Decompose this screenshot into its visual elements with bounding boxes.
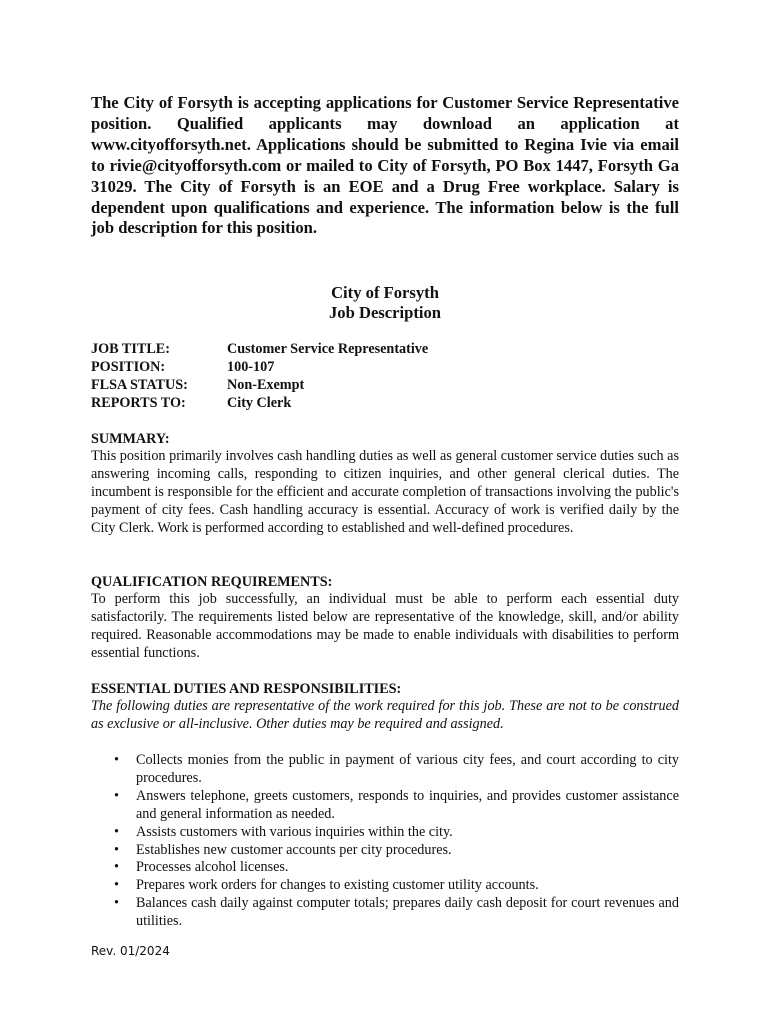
list-item-text: Balances cash daily against computer totals; prepares daily cash deposit for court revenues and utilities.	[136, 895, 679, 930]
revision-footer: Rev. 01/2024	[91, 944, 170, 958]
field-label: JOB TITLE:	[91, 341, 170, 357]
qualifications-text: To perform this job successfully, an individual must be able to perform each essential duty satisfactorily. The requirements listed below are representative of the knowledge, skill, and/or ability required. Reasonable accommodations may be made to enable individuals with disabilities to perform essential functions.	[91, 591, 679, 661]
bullet-icon: •	[114, 895, 119, 912]
list-item-text: Prepares work orders for changes to existing customer utility accounts.	[136, 877, 539, 894]
list-item-text: Processes alcohol licenses.	[136, 859, 289, 876]
duties-heading: ESSENTIAL DUTIES AND RESPONSIBILITIES:	[91, 681, 402, 697]
summary-heading: SUMMARY:	[91, 431, 170, 447]
field-value: Non-Exempt	[227, 377, 305, 393]
list-item	[91, 752, 679, 788]
list-item	[91, 895, 679, 931]
list-item-text: Answers telephone, greets customers, responds to inquiries, and provides customer assistance and general information as needed.	[136, 787, 679, 822]
field-row-position	[91, 358, 681, 376]
list-item	[91, 877, 679, 895]
field-row-reports-to	[91, 394, 681, 412]
bullet-icon: •	[114, 877, 119, 894]
intro-paragraph: The City of Forsyth is accepting applications for Customer Service Representative position. Qualified applicants may download an application at www.cityofforsyth.net. Applications should be submitted to Regina Ivie via email to rivie@cityofforsyth.com or mailed to City of Forsyth, PO Box 1447, Forsyth Ga 31029. The City of Forsyth is an EOE and a Drug Free workplace. Salary is dependent upon qualifications and experience. The information below is the full job description for this position.	[91, 93, 679, 238]
list-item-text: Collects monies from the public in payment of various city fees, and court according to city procedures.	[136, 752, 679, 786]
list-item-text: Assists customers with various inquiries within the city.	[136, 823, 453, 840]
list-item	[91, 788, 679, 824]
duties-intro: The following duties are representative of the work required for this job. These are not to be construed as exclusive or all-inclusive. Other duties may be required and assigned.	[91, 698, 679, 732]
list-item	[91, 859, 679, 877]
bullet-icon: •	[114, 787, 119, 804]
field-row-job-title	[91, 340, 681, 358]
summary-text: This position primarily involves cash handling duties as well as general customer service duties such as answering incoming calls, responding to citizen inquiries, and other general clerical duties. The incumbent is responsible for the efficient and accurate completion of transactions involving the public's payment of city fees. Cash handling accuracy is essential. Accuracy of work is verified daily by the City Clerk. Work is performed according to established and well-defined procedures.	[91, 448, 679, 536]
qualifications-heading: QUALIFICATION REQUIREMENTS:	[91, 574, 333, 590]
field-value: 100-107	[227, 359, 275, 375]
document-title-line1: City of Forsyth	[331, 283, 439, 302]
job-fields	[91, 340, 681, 412]
bullet-icon: •	[114, 859, 119, 876]
field-label: FLSA STATUS:	[91, 377, 188, 393]
field-row-flsa-status	[91, 376, 681, 394]
field-label: REPORTS TO:	[91, 395, 186, 411]
field-value: City Clerk	[227, 395, 292, 411]
bullet-icon: •	[114, 841, 119, 858]
bullet-icon: •	[114, 752, 119, 768]
duties-list	[91, 752, 679, 931]
list-item	[91, 824, 679, 842]
list-item	[91, 842, 679, 860]
list-item-text: Establishes new customer accounts per city procedures.	[136, 841, 452, 858]
field-value: Customer Service Representative	[227, 341, 429, 357]
field-label: POSITION:	[91, 359, 166, 375]
bullet-icon: •	[114, 823, 119, 840]
document-title-line2: Job Description	[328, 303, 441, 322]
